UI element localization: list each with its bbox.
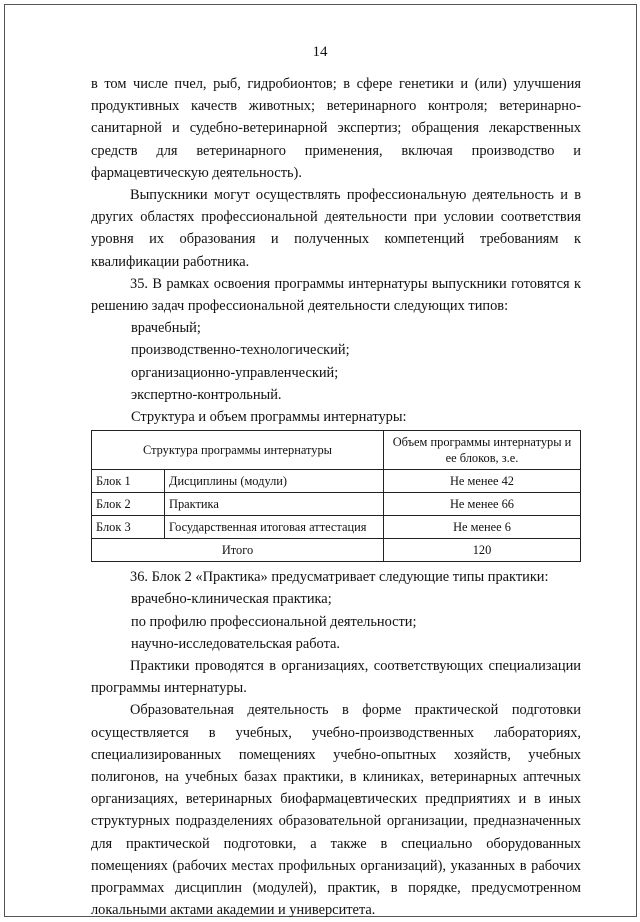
total-value: 120 [384, 539, 581, 562]
table-row [92, 493, 581, 516]
paragraph-36: 36. Блок 2 «Практика» предусматривает следующие типы практики: [130, 569, 549, 586]
paragraph-35: 35. В рамках освоения программы интернатуры выпускники готовятся к решению задач профессиональной деятельности следующих типов: [91, 275, 581, 315]
practice-type-item: врачебно-клиническая практика; [131, 591, 332, 608]
block-volume-cell: Не менее 66 [384, 493, 581, 516]
paragraph-graduates: Выпускники могут осуществлять профессиональную деятельность и в других областях профессиональной деятельности при условии соответствия уровня их образования и полученных компетенций требованиям к квалификации работника. [91, 187, 581, 270]
block-name-cell: Практика [165, 493, 384, 516]
table-caption: Структура и объем программы интернатуры: [131, 409, 407, 426]
task-type-item: производственно-технологический; [131, 342, 350, 359]
task-type-item: организационно-управленческий; [131, 364, 339, 381]
practice-type-item: по профилю профессиональной деятельности; [131, 613, 417, 630]
task-type-item: экспертно-контрольный. [131, 386, 282, 403]
program-structure-table [91, 430, 581, 562]
header-volume: Объем программы интернатуры и ее блоков, з.е. [384, 431, 581, 470]
block-name-cell: Государственная итоговая аттестация [165, 516, 384, 539]
block-volume-cell: Не менее 6 [384, 516, 581, 539]
table-row [92, 470, 581, 493]
table-total-row [92, 539, 581, 562]
block-cell: Блок 3 [92, 516, 165, 539]
document-body [91, 73, 581, 922]
practice-type-item: научно-исследовательская работа. [131, 635, 341, 652]
table-header-row [92, 431, 581, 470]
block-cell: Блок 1 [92, 470, 165, 493]
block-name-cell: Дисциплины (модули) [165, 470, 384, 493]
block-volume-cell: Не менее 42 [384, 470, 581, 493]
paragraph-practice-orgs: Практики проводятся в организациях, соответствующих специализации программы интернатуры. [91, 658, 581, 697]
paragraph-practical-training: Образовательная деятельность в форме практической подготовки осуществляется в учебных, учебно-производственных лабораториях, специализированных помещениях учебно-опытных хозяйств, учебных полигонов, на учебных базах практики, в клиниках, ветеринарных аптечных организациях, ветеринарных биофармацевтических предприятиях и в иных структурных подразделениях образовательной организации, предназначенных для практической подготовки, а также в специально оборудованных помещениях (рабочих местах профильных организаций), указанных в рабочих программах дисциплин (модулей), практик, в порядке, предусмотренном локальными актами академии и университета. [91, 702, 581, 919]
header-structure: Структура программы интернатуры [92, 431, 384, 470]
total-label: Итого [92, 539, 384, 562]
paragraph-continuation: в том числе пчел, рыб, гидробионтов; в сфере генетики и (или) улучшения продуктивных качеств животных; ветеринарного контроля; ветеринарно-санитарной и судебно-ветеринарной экспертиз; обращения лекарственных средств для ветеринарного применения, включая производство и фармацевтическую деятельность). [91, 76, 581, 181]
task-type-item: врачебный; [131, 320, 201, 337]
block-cell: Блок 2 [92, 493, 165, 516]
table-row [92, 516, 581, 539]
page-number: 14 [312, 44, 328, 60]
